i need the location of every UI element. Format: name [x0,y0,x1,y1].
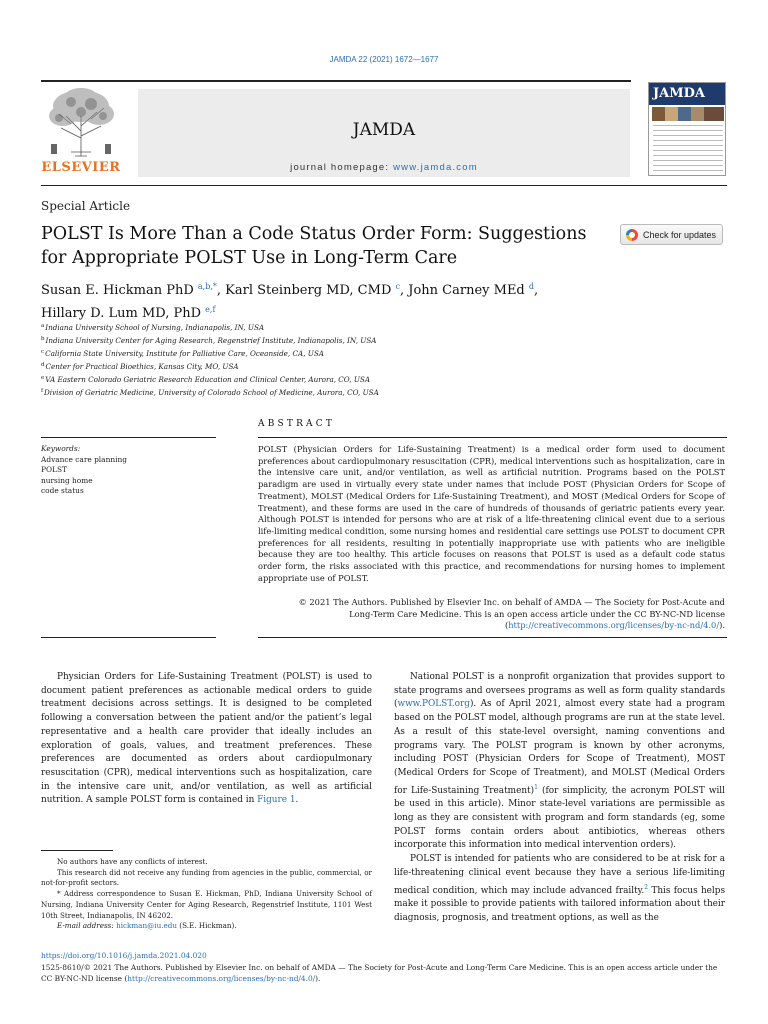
abstract-body: POLST (Physician Orders for Life-Sustaining Treatment) is a medical order form used to document preferences about cardiopulmonary resuscitation (CPR), medical interventions such as hospitalization, care in the intensive care unit, and/or ventilation, as well as artificial nutrition. Programs based on the POLST paradigm are used in virtually every state under names that include POST (Physician Orders for Scope of Treatment), MOLST (Medical Orders for Life-Sustaining Treatment), and MOST (Medical Orders for Scope of Treatment), and these forms are used in the care of hundreds of thousands of geriatric patients every year. Although POLST is intended for persons who are at risk of a life-threatening clinical event due to a serious life-limiting medical condition, some nursing homes and residential care settings use POLST to document CPR preferences for all residents, resulting in potentially inappropriate use with patients who are ineligible because they are too healthy. This article focuses on reasons that POLST is used as a default code status order form, the risks associated with this practice, and recommendations for nursing homes to implement appropriate use of POLST. [258,444,725,583]
author-separator: , [534,283,539,298]
issn-text: 1525-8610/© 2021 The Authors. Published by Elsevier Inc. on behalf of AMDA — The Society for Post-Acute and Long-Term Care Medicine. This is an open access article under the CC BY-NC-ND license ( [41,963,718,983]
keywords-label: Keywords: [41,444,81,453]
footnote-funding: This research did not receive any funding from agencies in the public, commercial, or not-for-profit sectors. [41,867,372,888]
article-type: Special Article [41,199,131,213]
body-paragraph [394,853,725,926]
reference-1-link[interactable]: 1 [534,783,538,791]
homepage-label: journal homepage: [290,162,394,173]
author-list [41,277,641,323]
footer-license-link[interactable]: http://creativecommons.org/licenses/by-nc-nd/4.0/ [127,973,316,983]
paragraph-text: National POLST is a nonprofit organization that provides support to state programs and oversees programs as well as form quality standards ( [394,672,725,710]
cover-title: JAMDA [653,86,705,101]
affiliation-text: California State University, Institute for Palliative Care, Oceanside, CA, USA [45,348,324,358]
body-paragraph [41,671,372,808]
author-affiliation-marker[interactable]: c [395,282,400,291]
doi-link[interactable]: https://doi.org/10.1016/j.jamda.2021.04.020 [41,951,207,960]
check-updates-label: Check for updates [643,229,717,240]
body-column-right [394,671,725,926]
affiliation-text: VA Eastern Colorado Geriatric Research Education and Clinical Center, Aurora, CO, USA [45,374,371,384]
paragraph-text: POLST is intended for patients who are considered to be at risk for a life-threatening clinical event because they have a serious life-limiting medical condition, which may include advanced frailty. [394,854,725,896]
affiliation-marker: b [41,335,45,342]
paragraph-text: Physician Orders for Life-Sustaining Treatment (POLST) is used to document patient preferences as actionable medical orders to guide treatment decisions across settings. It is designed to be completed following a conversation between the patient and/or the patient’s legal representative and a health care provider that ideally includes an exploration of goals, values, and treatment preferences. These preferences are documented as orders about cardiopulmonary resuscitation (CPR), medical interventions such as hospitalization, care in the intensive care unit, and/or ventilation, as well as artificial nutrition. A sample POLST form is contained in [41,672,372,806]
abstract-copyright [280,597,725,632]
header-bottom-rule [41,185,727,186]
affiliation-text: Center for Practical Bioethics, Kansas City, MO, USA [45,361,239,371]
affiliation-item [41,373,601,386]
abstract-bottom-rule [258,637,727,638]
body-column-left [41,671,372,808]
keyword-item: Advance care planning [41,454,127,464]
copyright-close: ). [719,620,725,631]
journal-citation[interactable]: JAMDA 22 (2021) 1672—1677 [329,55,439,64]
affiliation-item [41,386,601,399]
affiliation-text: Indiana University Center for Aging Research, Regenstrief Institute, Indianapolis, IN, USA [45,335,377,345]
author-affiliation-marker[interactable]: d [528,282,535,291]
paragraph-text: ). As of April 2021, almost every state had a program based on the POLST model, although programs are run at the state level. As a result of this state-level oversight, naming conventions and programs vary. The POLST program is known by other acronyms, including POST (Physician Orders for Scope of Treatment), MOST (Medical Orders for Scope of Treatment), and MOLST (Medical Orders for Life-Sustaining Treatment) [394,699,725,796]
paragraph-text: (for simplicity, the acronym POLST will be used in this article). Minor state-level variations are permissible as long as they are consistent with program and form standards (eg, some POLST forms contain orders about antibiotics, whereas others incorporate this information into medical intervention orders). [394,785,725,851]
journal-cover-thumbnail[interactable] [648,82,726,176]
author-name[interactable]: Hillary D. Lum MD, PhD [41,306,202,321]
footnote-correspondence: * Address correspondence to Susan E. Hickman, PhD, Indiana University School of Nursing, Indiana University Center for Aging Research, Regenstrief Institute, 1101 West 10th Street, Indianapolis, IN 46202. [41,889,372,920]
article-title: POLST Is More Than a Code Status Order Form: Suggestions for Appropriate POLST Use in Long-Term Care [41,224,587,268]
header-top-rule [41,80,631,82]
cover-text-lines [653,125,723,173]
affiliation-marker: c [41,348,45,355]
keywords-bottom-rule [41,637,216,638]
author-separator: , [216,283,226,298]
affiliation-item [41,321,601,334]
author-name[interactable]: John Carney MEd [408,283,525,298]
affiliation-item [41,360,601,373]
tree-icon [41,86,121,158]
email-suffix: (S.E. Hickman). [176,921,237,931]
keyword-item: POLST [41,465,67,475]
journal-title: JAMDA [352,120,416,140]
journal-homepage [138,162,630,173]
copyright-text: © 2021 The Authors. Published by Elsevier Inc. on behalf of AMDA — The Society for Post-Acute and Long-Term Care Medicine. This is an open access article under the CC BY-NC-ND license ( [298,597,725,631]
cover-photos [652,107,724,121]
keyword-item: nursing home [41,475,93,485]
footnote-rule [41,850,113,851]
author-name[interactable]: Karl Steinberg MD, CMD [225,283,392,298]
email-label: E-mail address: [57,921,117,931]
affiliation-marker: d [41,361,45,368]
paragraph-text: . [295,795,299,806]
affiliation-list [41,321,601,398]
abstract-heading: ABSTRACT [258,419,336,429]
author-separator: , [400,283,409,298]
footnotes [41,857,372,932]
affiliation-item [41,347,601,360]
author-email-link[interactable]: hickman@iu.edu [116,921,177,931]
affiliation-marker: f [41,387,44,394]
affiliation-marker: e [41,374,45,381]
figure-1-link[interactable]: Figure 1 [257,795,296,806]
footnote-email [41,921,372,932]
issn-license-line [41,963,726,984]
footnote-conflicts: No authors have any conflicts of interest. [57,857,208,866]
homepage-link[interactable]: www.jamda.com [393,162,478,173]
keywords-block [41,444,216,497]
affiliation-item [41,334,601,347]
reference-2-link[interactable]: 2 [644,883,649,891]
author-name[interactable]: Susan E. Hickman PhD [41,283,194,298]
elsevier-wordmark: ELSEVIER [41,160,121,175]
affiliation-text: Division of Geriatric Medicine, University of Colorado School of Medicine, Aurora, CO, USA [44,387,379,397]
crossmark-icon [626,229,638,241]
keywords-top-rule [41,437,216,438]
check-for-updates-button[interactable] [620,224,723,245]
polst-website-link[interactable]: www.POLST.org [397,699,470,710]
keyword-item: code status [41,486,84,496]
affiliation-marker: a [41,323,45,329]
body-paragraph [394,671,725,853]
author-affiliation-marker[interactable]: a,b,* [197,282,217,291]
affiliation-text: Indiana University School of Nursing, Indianapolis, IN, USA [45,323,265,332]
author-affiliation-marker[interactable]: e,f [205,305,216,314]
paragraph-text: This focus helps make it possible to provide patients with tailored information about their diagnosis, prognosis, and treatment options, as well as the [394,885,726,923]
abstract-top-rule [258,437,727,438]
issn-close: ). [315,973,321,983]
license-link[interactable]: http://creativecommons.org/licenses/by-nc-nd/4.0/ [508,620,720,631]
